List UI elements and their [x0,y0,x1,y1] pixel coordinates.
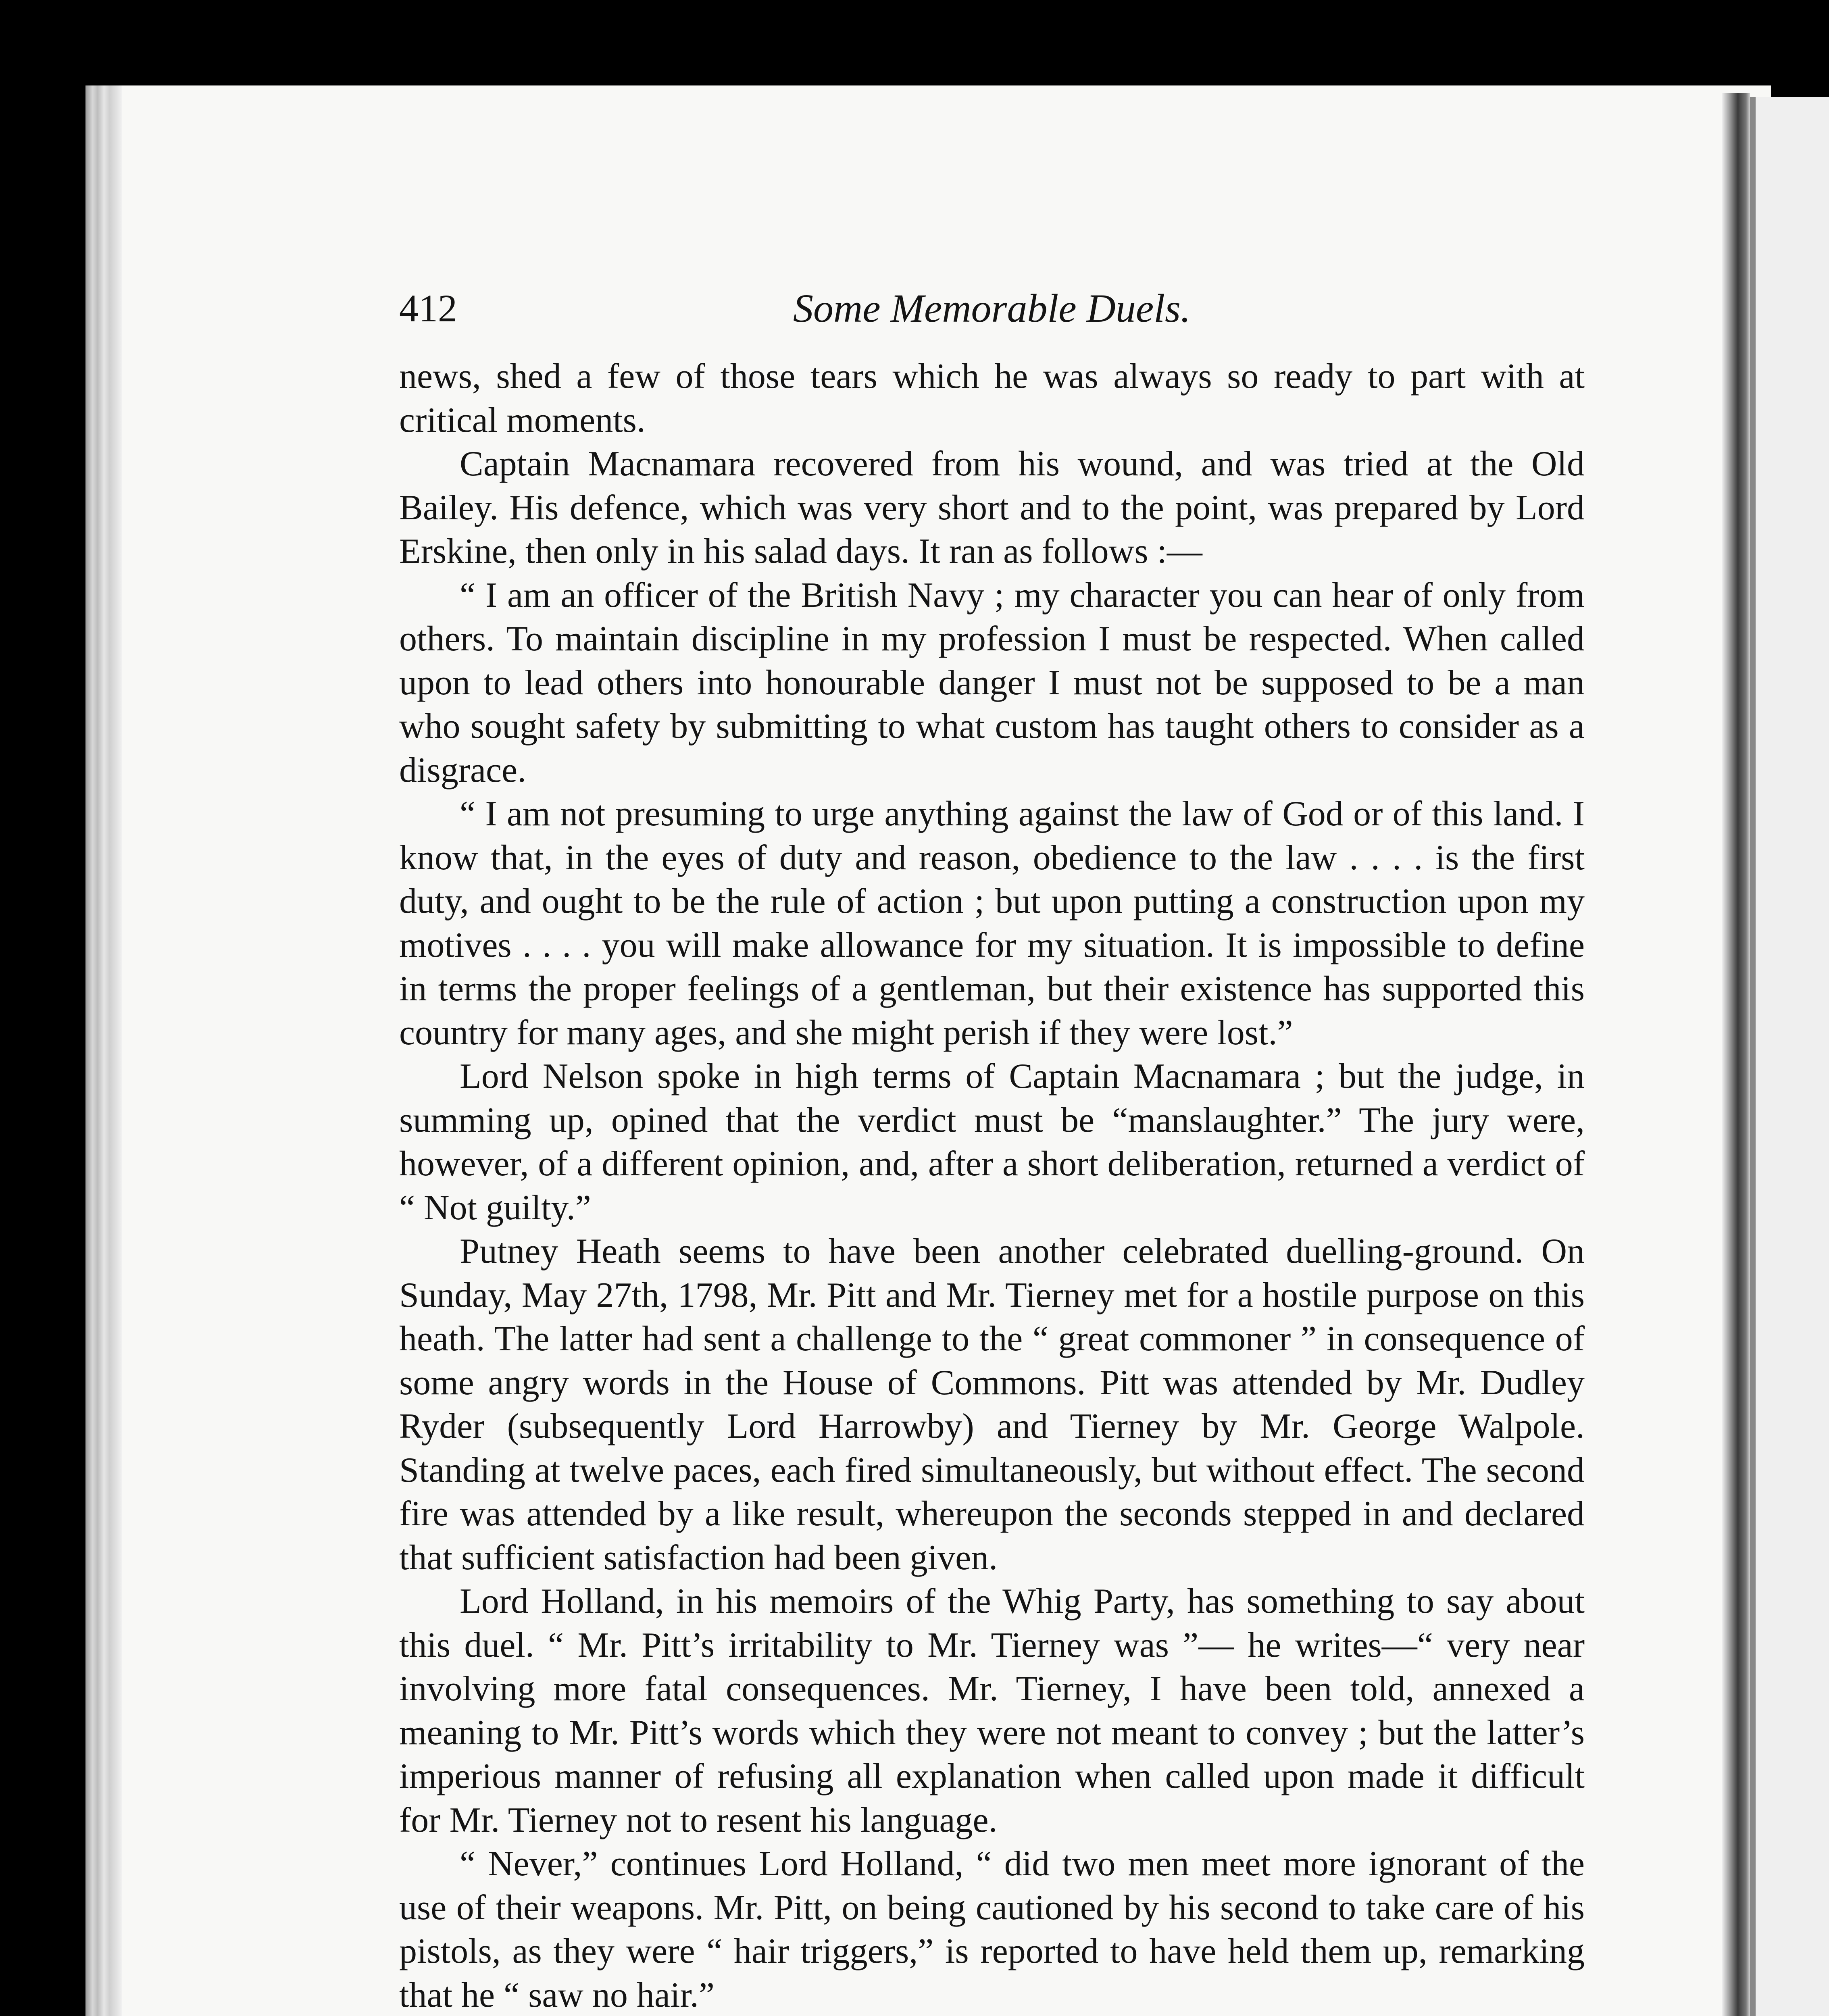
paragraph-2: Captain Macnamara recovered from his wound, and was tried at the Old Bailey. His defence, which was very short and to the point, was prepared by Lord Erskine, then only in his salad days. It ran as follows :— [399,444,1585,571]
adjacent-page-strip [1750,97,1756,2016]
page-binding-edge [85,85,122,2016]
page-number: 412 [399,287,457,330]
paragraph-3: “ I am an officer of the British Navy ; my character you can hear of only from others. To maintain discipline in my profession I must be respected. When called upon to lead others into honourable danger I must not be supposed to be a man who sought safety by submitting to what custom has taught others to consider as a disgrace. [399,575,1585,790]
paragraph-8: “ Never,” continues Lord Holland, “ did two men meet more ignorant of the use of their weapons. Mr. Pitt, on being cautioned by his second to take care of his pistols, as they were “ hair triggers,” is reported to have held them up, remarking that he “ saw no hair.” [399,1844,1585,2015]
adjacent-page-edge [1750,97,1829,2016]
page-fold-shadow [1722,93,1750,2016]
paragraph-7: Lord Holland, in his memoirs of the Whig Party, has something to say about this duel. “ Mr. Pitt’s irritability to Mr. Tierney was ”— he writes—“ very near involving more fatal consequences. Mr. Tierney, I have been told, annexed a meaning to Mr. Pitt’s words which they were not meant to convey ; but the latter’s imperious manner of refusing all explanation when called upon made it difficult for Mr. Tierney not to resent his language. [399,1582,1585,1840]
paragraph-5: Lord Nelson spoke in high terms of Captain Macnamara ; but the judge, in summing up, opined that the verdict must be “manslaughter.” The jury were, however, of a different opinion, and, after a short deliberation, returned a verdict of “ Not guilty.” [399,1057,1585,1227]
paragraph-6: Putney Heath seems to have been another celebrated duelling-ground. On Sunday, May 27th, 1798, Mr. Pitt and Mr. Tierney met for a hostile purpose on this heath. The latter had sent a challenge to the “ great commoner ” in consequence of some angry words in the House of Commons. Pitt was attended by Mr. Dudley Ryder (subsequently Lord Harrowby) and Tierney by Mr. George Walpole. Standing at twelve paces, each fired simultaneously, but without effect. The second fire was attended by a like result, whereupon the seconds stepped in and declared that sufficient satisfaction had been given. [399,1232,1585,1577]
body-text [399,355,1585,2016]
page-header [399,282,1585,335]
paragraph-4: “ I am not presuming to urge anything against the law of God or of this land. I know that, in the eyes of duty and reason, obedience to the law . . . . is the first duty, and ought to be the rule of action ; but upon putting a construction upon my motives . . . . you will make allowance for my situation. It is impossible to define in terms the proper feelings of a gentleman, but their existence has supported this country for many ages, and she might perish if they were lost.” [399,794,1585,1052]
paragraph-1: news, shed a few of those tears which he was always so ready to part with at critical moments. [399,357,1585,440]
running-title: Some Memorable Duels. [793,286,1191,331]
